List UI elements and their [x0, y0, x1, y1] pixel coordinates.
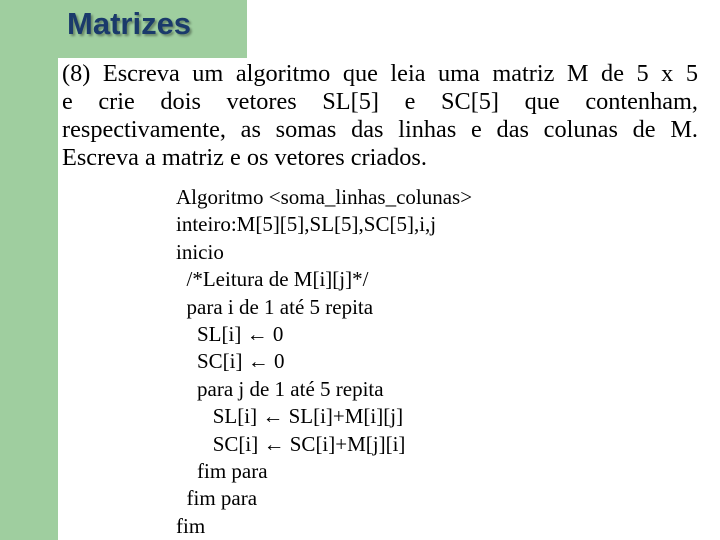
- code-line: Algoritmo <soma_linhas_colunas>: [176, 185, 473, 209]
- code-line: inicio: [176, 239, 224, 264]
- algorithm-code-block: [176, 184, 472, 540]
- code-line: fim para: [176, 486, 258, 511]
- prompt-line: Escreva a matriz e os vetores criados.: [62, 144, 427, 171]
- code-line: fim para: [176, 459, 268, 484]
- code-line: inteiro:M[5][5],SL[5],SC[5],i,j: [176, 212, 437, 237]
- prompt-line: (8) Escreva um algoritmo que leia uma matriz M de 5 x 5: [62, 60, 698, 87]
- code-line: /*Leitura de M[i][j]*/: [176, 267, 369, 292]
- slide-title: Matrizes: [67, 6, 192, 41]
- code-line: para j de 1 até 5 repita: [176, 376, 384, 401]
- code-line: para i de 1 até 5 repita: [176, 294, 374, 319]
- code-line: SL[i] ← SL[i]+M[i][j]: [176, 404, 404, 429]
- exercise-prompt: [62, 60, 698, 172]
- left-accent-strip: [0, 58, 58, 540]
- code-line: SL[i] ← 0: [176, 322, 284, 347]
- prompt-line: e crie dois vetores SL[5] e SC[5] que contenham,: [62, 88, 698, 115]
- code-line: SC[i] ← 0: [176, 349, 285, 374]
- prompt-line: respectivamente, as somas das linhas e das colunas de M.: [62, 116, 698, 143]
- code-line: fim: [176, 513, 206, 538]
- code-line: SC[i] ← SC[i]+M[j][i]: [176, 431, 406, 456]
